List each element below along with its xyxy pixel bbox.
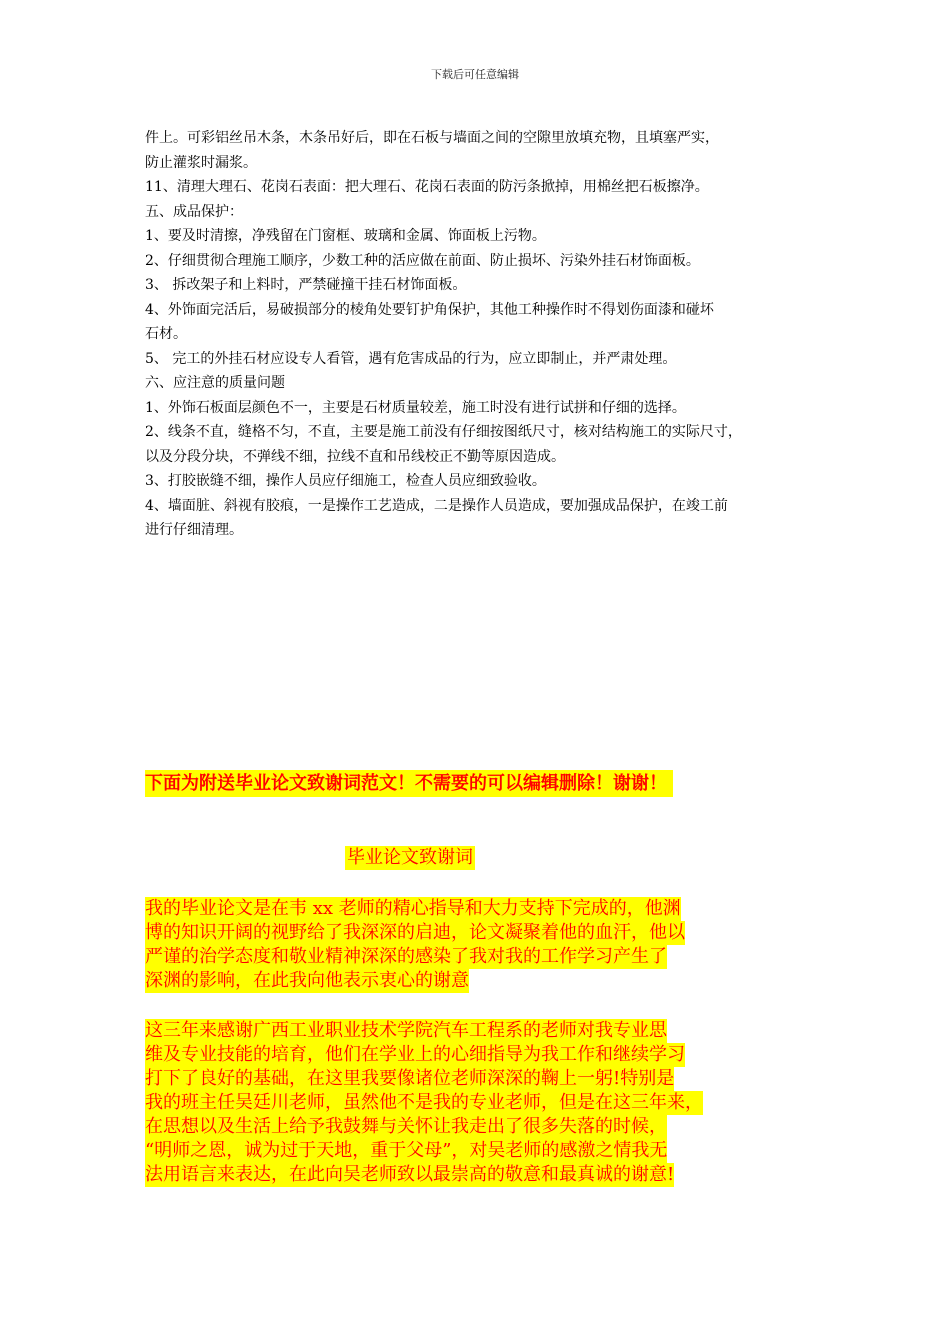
acknowledgement-paragraph-2 xyxy=(145,1019,845,1187)
body-line: 1、外饰石板面层颜色不一，主要是石材质量较差，施工时没有进行试拼和仔细的选择。 xyxy=(145,399,686,416)
body-line: 5、 完工的外挂石材应设专人看管，遇有危害成品的行为，应立即制止，并严肃处理。 xyxy=(145,350,677,367)
ack-line: 打下了良好的基础，在这里我要像诸位老师深深的鞠上一躬!特别是 xyxy=(145,1068,675,1089)
body-line: 3、 拆改架子和上料时，严禁碰撞干挂石材饰面板。 xyxy=(145,277,467,293)
body-line: 2、线条不直，缝格不匀，不直，主要是施工前没有仔细按图纸尺寸，核对结构施工的实际尺寸， xyxy=(145,424,742,440)
ack-line: 严谨的治学态度和敬业精神深深的感染了我对我的工作学习产生了 xyxy=(145,946,667,967)
body-line: 进行仔细清理。 xyxy=(145,522,243,538)
body-line: 以及分段分块，不弹线不细，拉线不直和吊线校正不勤等原因造成。 xyxy=(145,448,565,465)
ack-line: 法用语言来表达，在此向吴老师致以最崇高的敬意和最真诚的谢意! xyxy=(145,1164,675,1185)
acknowledgement-title: 毕业论文致谢词 xyxy=(347,847,473,868)
ack-line: 我的毕业论文是在韦 xx 老师的精心指导和大力支持下完成的，他渊 xyxy=(145,898,681,919)
body-line: 1、要及时清擦，净残留在门窗框、玻璃和金属、饰面板上污物。 xyxy=(145,228,546,244)
body-line: 4、墙面脏、斜视有胶痕，一是操作工艺造成，二是操作人员造成，要加强成品保护，在竣工前 xyxy=(145,497,728,514)
body-line: 11、清理大理石、花岗石表面：把大理石、花岗石表面的防污条掀掉，用棉丝把石板擦净。 xyxy=(145,179,709,195)
page-header: 下载后可任意编辑 xyxy=(431,68,519,81)
ack-line: 我的班主任吴廷川老师，虽然他不是我的专业老师，但是在这三年来， xyxy=(145,1092,703,1113)
acknowledgement-paragraph-1 xyxy=(145,897,845,993)
body-line: 件上。可彩铝丝吊木条，木条吊好后，即在石板与墙面之间的空隙里放填充物，且填塞严实， xyxy=(145,130,719,146)
body-line: 4、外饰面完活后，易破损部分的棱角处要钉护角保护，其他工种操作时不得划伤面漆和碰坏 xyxy=(145,301,714,318)
ack-line: 维及专业技能的培育，他们在学业上的心细指导为我工作和继续学习 xyxy=(145,1044,685,1065)
ack-line: 在思想以及生活上给予我鼓舞与关怀让我走出了很多失落的时候， xyxy=(145,1116,667,1137)
appendix-notice: 下面为附送毕业论文致谢词范文！不需要的可以编辑删除！谢谢！ xyxy=(145,770,673,797)
ack-line: 博的知识开阔的视野给了我深深的启迪，论文凝聚着他的血汗，他以 xyxy=(145,922,685,943)
body-line: 3、打胶嵌缝不细，操作人员应仔细施工，检查人员应细致验收。 xyxy=(145,473,546,489)
document-body xyxy=(145,126,817,543)
ack-line: 深渊的影响，在此我向他表示衷心的谢意 xyxy=(145,970,469,991)
ack-line: 这三年来感谢广西工业职业技术学院汽车工程系的老师对我专业思 xyxy=(145,1020,667,1041)
body-line: 2、仔细贯彻合理施工顺序，少数工种的活应做在前面、防止损坏、污染外挂石材饰面板。 xyxy=(145,252,700,269)
body-line: 防止灌浆时漏浆。 xyxy=(145,154,257,171)
section-heading: 六、应注意的质量问题 xyxy=(145,375,285,391)
body-line: 石材。 xyxy=(145,326,187,342)
ack-line: “明师之恩，诚为过于天地，重于父母”，对吴老师的感激之情我无 xyxy=(145,1140,668,1161)
section-heading: 五、成品保护： xyxy=(145,203,243,220)
